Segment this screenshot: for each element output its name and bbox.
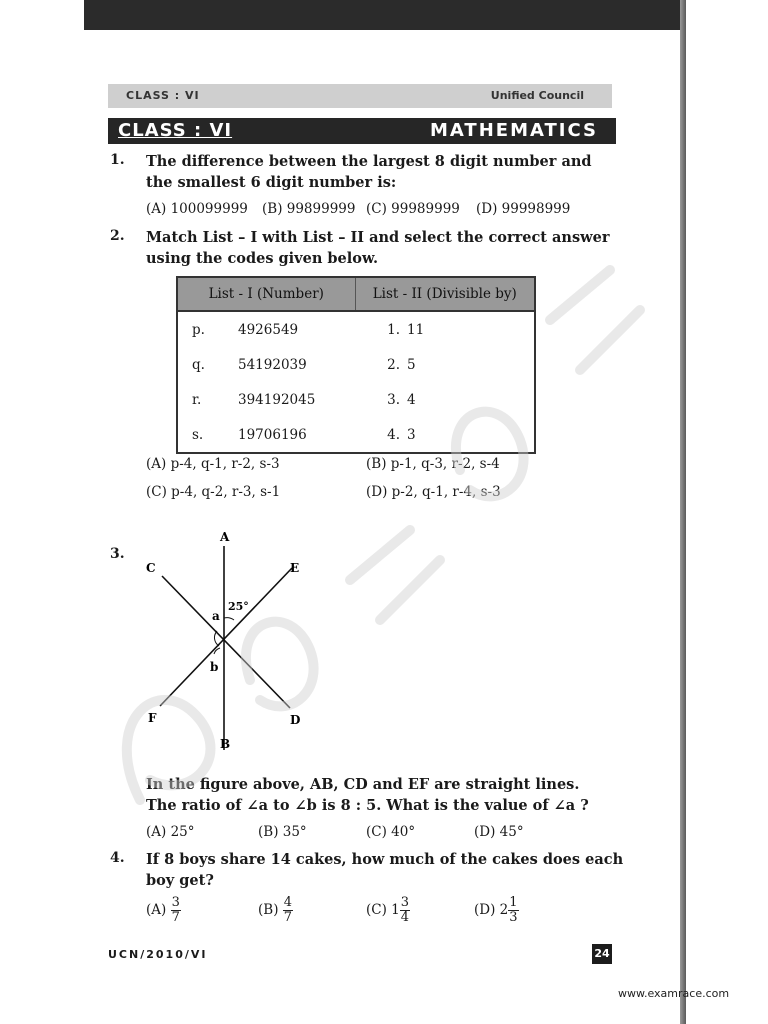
list1-header: List - I (Number) bbox=[177, 277, 355, 311]
row-divisor: 3 bbox=[407, 426, 416, 443]
q4-option-c[interactable] bbox=[366, 896, 410, 925]
scan-top-edge bbox=[84, 0, 684, 32]
q1-number: 1. bbox=[110, 152, 125, 168]
whole-number: 1 bbox=[391, 902, 400, 918]
title-subject: MATHEMATICS bbox=[429, 120, 598, 141]
q3-number: 3. bbox=[110, 546, 125, 562]
q2-option-d[interactable]: (D) p-2, q-1, r-4, s-3 bbox=[366, 484, 501, 500]
q2-option-b[interactable]: (B) p-1, q-3, r-2, s-4 bbox=[366, 456, 500, 472]
q3-option-b[interactable]: (B) 35° bbox=[258, 824, 307, 840]
q1-option-b[interactable]: (B) 99899999 bbox=[262, 201, 356, 217]
page-number: 24 bbox=[592, 944, 612, 964]
option-label: (B) bbox=[258, 902, 279, 918]
row-divisor: 5 bbox=[407, 356, 416, 373]
footer-code: UCN/2010/VI bbox=[108, 948, 208, 961]
q4-text bbox=[146, 849, 623, 891]
site-url[interactable]: www.examrace.com bbox=[618, 987, 730, 1000]
row-number: 54192039 bbox=[238, 356, 307, 373]
scan-right-edge bbox=[680, 0, 686, 1024]
row-key: r. bbox=[192, 391, 202, 408]
option-label: (C) bbox=[366, 902, 387, 918]
label-angle-b: b bbox=[210, 660, 219, 674]
q3-line1: In the figure above, AB, CD and EF are straight lines. bbox=[146, 776, 580, 793]
q1-line1: The difference between the largest 8 digit number and bbox=[146, 153, 592, 170]
q3-option-c[interactable]: (C) 40° bbox=[366, 824, 416, 840]
label-c: C bbox=[146, 561, 156, 575]
q3-line2: The ratio of ∠a to ∠b is 8 : 5. What is the value of ∠a ? bbox=[146, 797, 589, 814]
title-bar bbox=[108, 118, 616, 144]
fraction bbox=[171, 896, 181, 925]
numerator: 1 bbox=[509, 895, 518, 910]
q1-option-d[interactable]: (D) 99998999 bbox=[476, 201, 571, 217]
q2-line2: using the codes given below. bbox=[146, 250, 379, 267]
row-index: 1. bbox=[387, 321, 400, 338]
q4-number: 4. bbox=[110, 850, 125, 866]
row-key: s. bbox=[192, 426, 204, 443]
q3-option-a[interactable]: (A) 25° bbox=[146, 824, 195, 840]
q2-line1: Match List – I with List – II and select the correct answer bbox=[146, 229, 610, 246]
row-key: p. bbox=[192, 321, 205, 338]
denominator: 3 bbox=[509, 910, 518, 925]
q3-option-d[interactable]: (D) 45° bbox=[474, 824, 524, 840]
q4-option-a[interactable] bbox=[146, 896, 181, 925]
denominator: 7 bbox=[171, 910, 180, 925]
row-number: 394192045 bbox=[238, 391, 316, 408]
fraction bbox=[283, 896, 293, 925]
q4-line2: boy get? bbox=[146, 872, 214, 889]
q2-option-a[interactable]: (A) p-4, q-1, r-2, s-3 bbox=[146, 456, 280, 472]
label-b-upper: B bbox=[220, 737, 231, 751]
running-header bbox=[108, 84, 612, 108]
q1-text bbox=[146, 151, 592, 193]
header-class: CLASS : VI bbox=[126, 89, 200, 102]
row-index: 4. bbox=[387, 426, 400, 443]
numerator: 3 bbox=[400, 895, 410, 910]
option-label: (A) bbox=[146, 902, 167, 918]
row-index: 3. bbox=[387, 391, 400, 408]
q1-option-a[interactable]: (A) 100099999 bbox=[146, 201, 248, 217]
header-council: Unified Council bbox=[490, 89, 584, 102]
label-e: E bbox=[290, 561, 300, 575]
q1-line2: the smallest 6 digit number is: bbox=[146, 174, 397, 191]
row-key: q. bbox=[192, 356, 205, 373]
label-angle-a: a bbox=[212, 609, 220, 623]
q4-option-b[interactable] bbox=[258, 896, 293, 925]
row-number: 4926549 bbox=[238, 321, 299, 338]
q4-option-d[interactable] bbox=[474, 896, 519, 925]
row-index: 2. bbox=[387, 356, 400, 373]
numerator: 4 bbox=[283, 895, 293, 910]
row-divisor: 4 bbox=[407, 391, 416, 408]
q4-line1: If 8 boys share 14 cakes, how much of the cakes does each bbox=[146, 851, 624, 868]
label-f: F bbox=[148, 711, 157, 725]
row-number: 19706196 bbox=[238, 426, 307, 443]
label-d: D bbox=[290, 713, 301, 727]
numerator: 3 bbox=[171, 895, 180, 910]
q2-number: 2. bbox=[110, 228, 125, 244]
denominator: 7 bbox=[283, 910, 293, 925]
q1-option-c[interactable]: (C) 99989999 bbox=[366, 201, 460, 217]
title-class: CLASS : VI bbox=[118, 120, 233, 141]
option-label: (D) bbox=[474, 902, 496, 918]
watermark-graphic bbox=[80, 200, 680, 850]
denominator: 4 bbox=[400, 910, 410, 925]
q2-option-c[interactable]: (C) p-4, q-2, r-3, s-1 bbox=[146, 484, 281, 500]
fraction bbox=[400, 896, 410, 925]
row-divisor: 11 bbox=[407, 321, 425, 338]
label-a-upper: A bbox=[220, 530, 230, 544]
list2-header: List - II (Divisible by) bbox=[355, 277, 535, 311]
label-angle-25: 25° bbox=[228, 600, 249, 613]
whole-number: 2 bbox=[499, 902, 509, 918]
fraction bbox=[508, 896, 518, 925]
